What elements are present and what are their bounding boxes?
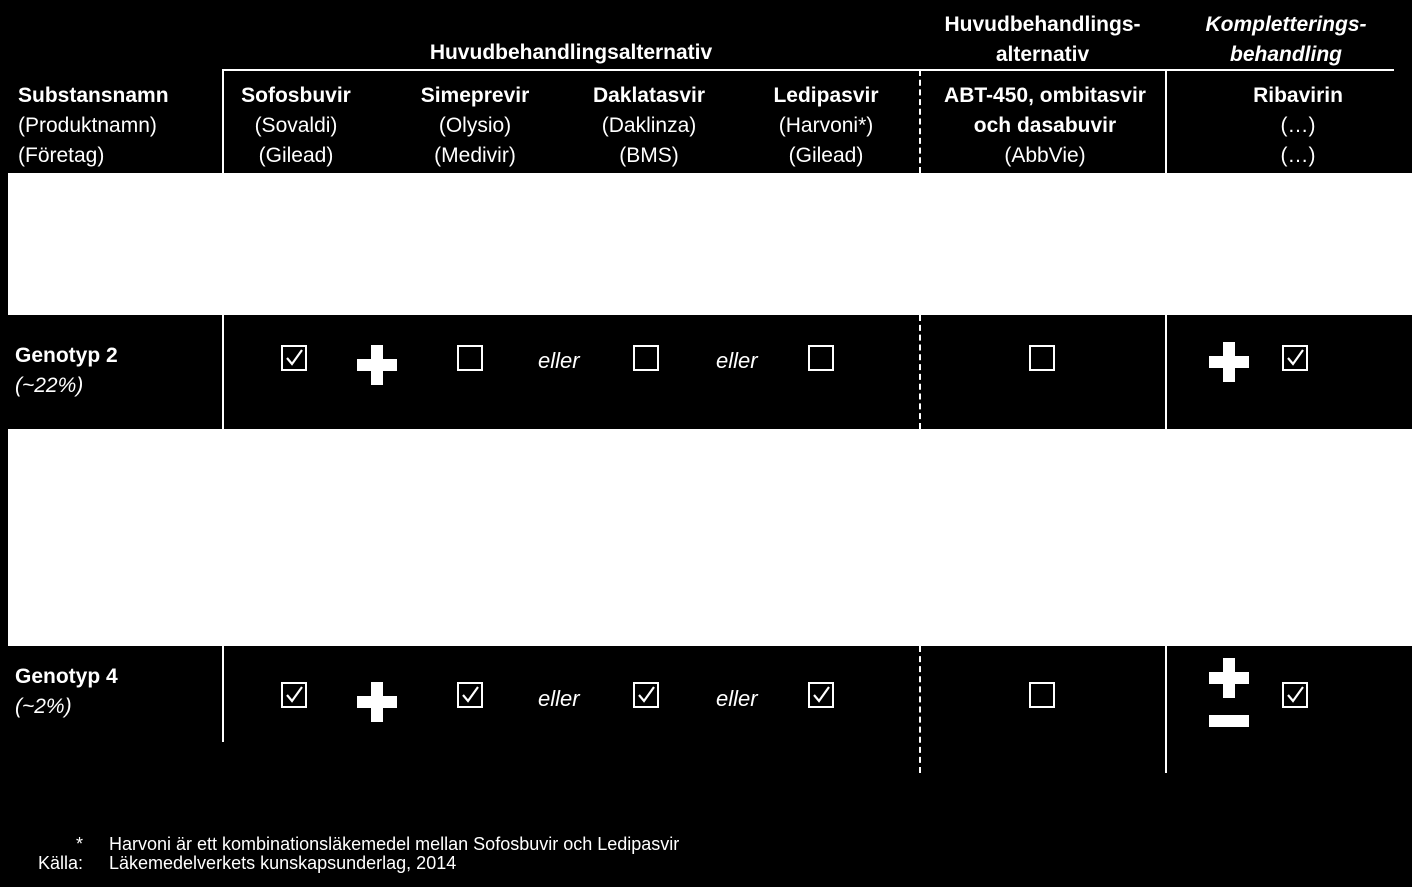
connector-g2-1: eller	[538, 348, 580, 373]
separator-complement-row4	[1165, 646, 1167, 773]
header-underline	[222, 69, 1394, 71]
checkmark-icon	[284, 348, 304, 368]
group-header-complement-line1: Kompletterings-	[1205, 13, 1367, 36]
separator-dashed-header	[919, 70, 921, 173]
column-label-line1: Substansnamn	[18, 84, 169, 107]
source-text: Läkemedelverkets kunskapsunderlag, 2014	[109, 853, 457, 873]
genotyp2-share: (~22%)	[15, 374, 84, 397]
ribavirin-product: (…)	[1280, 114, 1316, 137]
separator-dashed-row4	[919, 646, 921, 773]
simeprevir-name: Simeprevir	[420, 84, 530, 107]
checkmark-icon	[284, 685, 304, 705]
sofosbuvir-name: Sofosbuvir	[241, 84, 351, 107]
plus-icon-g4	[357, 682, 397, 722]
group-header-main-2-line1: Huvudbehandlings-	[944, 13, 1141, 36]
checkbox-g4-ledipasvir[interactable]	[808, 682, 834, 708]
ledipasvir-product: (Harvoni*)	[778, 114, 874, 137]
plus-minus-icon-minus	[1209, 715, 1249, 727]
checkbox-g4-sofosbuvir[interactable]	[281, 682, 307, 708]
daklatasvir-product: (Daklinza)	[601, 114, 697, 137]
ribavirin-company: (…)	[1280, 144, 1316, 167]
footnote-text: Harvoni är ett kombinationsläkemedel mellan Sofosbuvir och Ledipasvir	[109, 834, 680, 854]
checkmark-icon	[460, 685, 480, 705]
separator-complement-header	[1165, 70, 1167, 173]
genotyp2-name: Genotyp 2	[15, 344, 118, 367]
ledipasvir-company: (Gilead)	[788, 144, 864, 167]
simeprevir-product: (Olysio)	[438, 114, 512, 137]
checkbox-g4-daklatasvir[interactable]	[633, 682, 659, 708]
connector-g4-1: eller	[538, 686, 580, 711]
genotyp4-share: (~2%)	[15, 695, 72, 718]
ribavirin-name: Ribavirin	[1253, 84, 1343, 107]
group-header-main: Huvudbehandlingsalternativ	[429, 41, 713, 64]
masked-row-genotyp3	[8, 429, 1412, 646]
column-label-line3: (Företag)	[18, 144, 105, 167]
abt-name-line1: ABT-450, ombitasvir	[944, 84, 1146, 107]
group-header-complement	[1165, 10, 1407, 70]
column-header-daklatasvir	[574, 81, 724, 171]
sofosbuvir-product: (Sovaldi)	[254, 114, 338, 137]
checkbox-g2-simeprevir[interactable]	[457, 345, 483, 371]
ledipasvir-name: Ledipasvir	[773, 84, 879, 107]
checkbox-g2-sofosbuvir[interactable]	[281, 345, 307, 371]
separator-complement-row2	[1165, 315, 1167, 429]
connector-g4-2: eller	[716, 686, 758, 711]
separator-label-header	[222, 70, 224, 173]
checkbox-g4-abt[interactable]	[1029, 682, 1055, 708]
checkmark-icon	[1285, 685, 1305, 705]
genotyp4-name: Genotyp 4	[15, 665, 118, 688]
simeprevir-company: (Medivir)	[434, 144, 516, 167]
row-label-genotyp4	[15, 662, 118, 722]
row-label-genotyp2	[15, 341, 118, 401]
column-label-line2: (Produktnamn)	[18, 114, 157, 137]
column-header-abt	[925, 81, 1165, 171]
checkbox-g4-ribavirin[interactable]	[1282, 682, 1308, 708]
checkmark-icon	[811, 685, 831, 705]
sofosbuvir-company: (Gilead)	[258, 144, 334, 167]
column-header-ribavirin	[1228, 81, 1368, 171]
group-header-main-2	[920, 10, 1165, 70]
masked-row-genotyp1	[8, 173, 1412, 315]
checkmark-icon	[636, 685, 656, 705]
checkbox-g2-ledipasvir[interactable]	[808, 345, 834, 371]
column-header-label	[18, 81, 169, 171]
checkbox-g4-simeprevir[interactable]	[457, 682, 483, 708]
checkbox-g2-abt[interactable]	[1029, 345, 1055, 371]
connector-g2-2: eller	[716, 348, 758, 373]
group-header-main-2-line2: alternativ	[995, 43, 1090, 66]
separator-label-row2	[222, 315, 224, 429]
footnote-mark: *	[76, 834, 84, 854]
checkbox-g2-daklatasvir[interactable]	[633, 345, 659, 371]
plus-icon-g2-ribavirin	[1209, 342, 1249, 382]
checkmark-icon	[1285, 348, 1305, 368]
column-header-ledipasvir	[752, 81, 900, 171]
separator-label-row4	[222, 646, 224, 742]
checkbox-g2-ribavirin[interactable]	[1282, 345, 1308, 371]
abt-company: (AbbVie)	[1004, 144, 1086, 167]
plus-minus-icon-plus	[1209, 658, 1249, 698]
daklatasvir-company: (BMS)	[619, 144, 679, 167]
abt-name-line2: och dasabuvir	[973, 114, 1117, 137]
separator-dashed-row2	[919, 315, 921, 429]
daklatasvir-name: Daklatasvir	[592, 84, 706, 107]
source-label: Källa:	[38, 853, 84, 873]
column-header-simeprevir	[400, 81, 550, 171]
plus-icon-g2	[357, 345, 397, 385]
group-header-complement-line2: behandling	[1230, 43, 1342, 66]
column-header-sofosbuvir	[226, 81, 366, 171]
